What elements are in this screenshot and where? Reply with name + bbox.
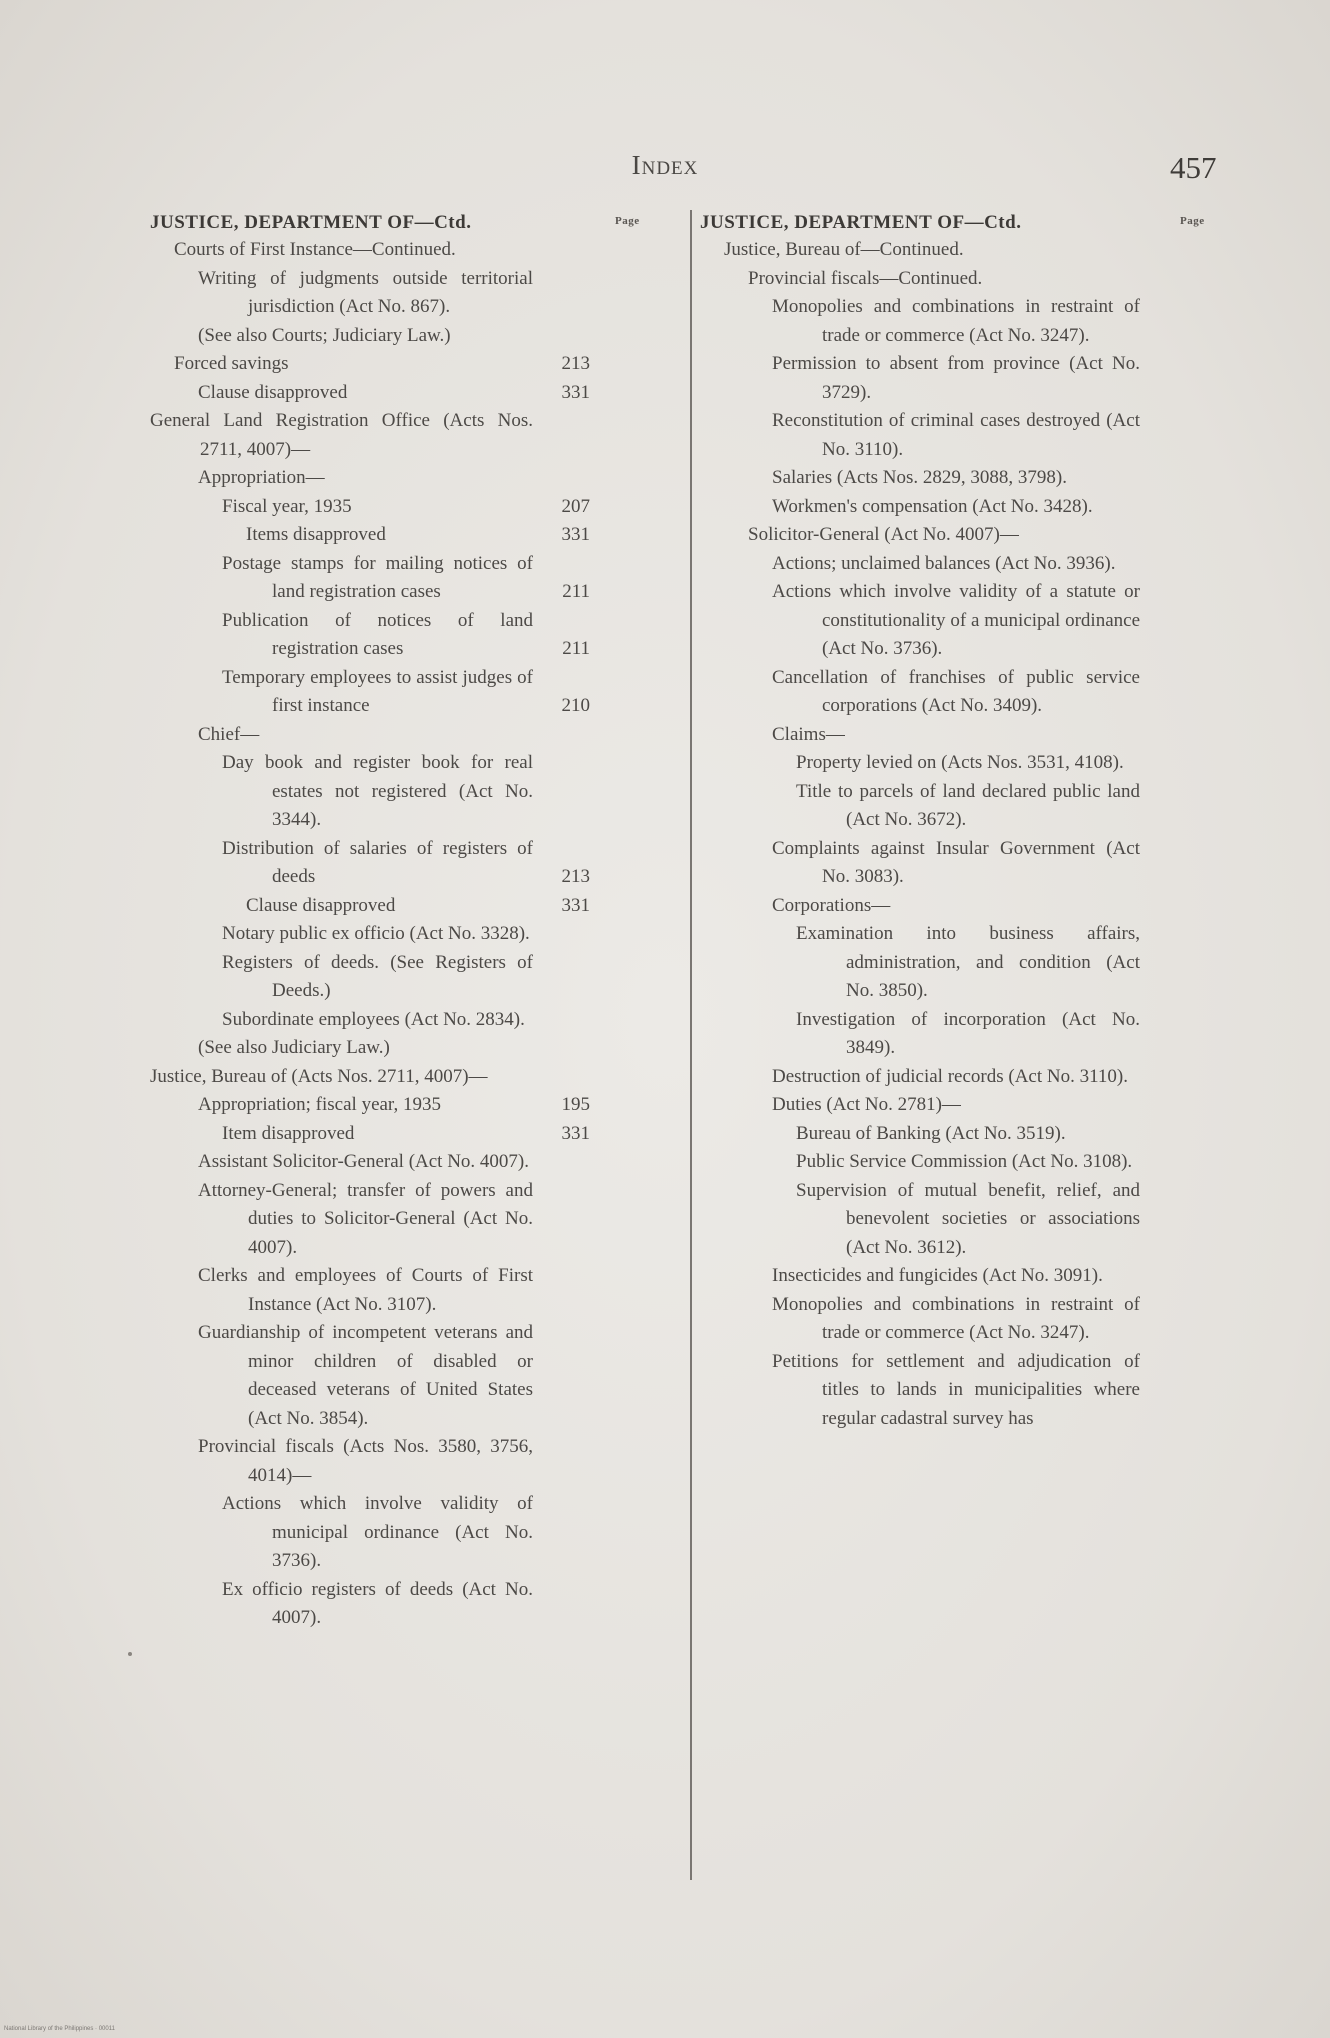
index-entry-text: Duties (Act No. 2781)— xyxy=(772,1094,961,1115)
left-entries-list xyxy=(150,236,590,1633)
index-entry-text: Salaries (Acts Nos. 2829, 3088, 3798). xyxy=(772,467,1067,488)
index-entry-text: Justice, Bureau of—Continued. xyxy=(724,239,964,260)
index-entry-page: 195 xyxy=(561,1094,590,1115)
index-entry-text: Public Service Commission (Act No. 3108). xyxy=(796,1151,1133,1172)
index-entry xyxy=(150,550,590,607)
index-entry-text: Justice, Bureau of (Acts Nos. 2711, 4007)— xyxy=(150,1065,488,1087)
index-entry xyxy=(700,521,1140,550)
index-entry-text: Guardianship of incompetent veterans and minor children of disabled or deceased veterans of United States (Act No. 3854). xyxy=(198,1322,533,1429)
index-entry-text: Distribution of salaries of registers of deeds xyxy=(222,837,533,887)
index-entry xyxy=(150,236,590,265)
index-entry xyxy=(150,607,590,664)
index-entry xyxy=(150,1034,590,1063)
index-entry-text: Writing of judgments outside territorial jurisdiction (Act No. 867). xyxy=(198,267,533,317)
column-divider xyxy=(690,210,692,1880)
index-entry xyxy=(700,236,1140,265)
index-entry xyxy=(700,550,1140,579)
index-entry xyxy=(700,1291,1140,1348)
index-entry-page: 213 xyxy=(561,866,590,887)
index-entry-page: 211 xyxy=(562,638,590,659)
index-entry-text: Monopolies and combinations in restraint of trade or commerce (Act No. 3247). xyxy=(772,1293,1140,1343)
index-entry-text: Provincial fiscals—Continued. xyxy=(748,267,983,289)
index-entry xyxy=(700,892,1140,921)
index-entry-text: Ex officio registers of deeds (Act No. 4007). xyxy=(222,1578,533,1628)
index-entry xyxy=(700,1148,1140,1177)
index-entry-text: Provincial fiscals (Acts Nos. 3580, 3756, 4014)— xyxy=(198,1436,533,1486)
index-entry-page: 331 xyxy=(561,524,590,545)
index-entry xyxy=(700,835,1140,892)
index-entry-text: Solicitor-General (Act No. 4007)— xyxy=(748,524,1019,545)
index-entry-page: 210 xyxy=(561,695,590,716)
index-entry-text: Chief— xyxy=(198,723,260,745)
index-entry xyxy=(150,1576,590,1633)
index-entry-text: Claims— xyxy=(772,723,845,745)
scan-speck xyxy=(128,1652,132,1656)
index-entry xyxy=(150,379,590,408)
index-entry xyxy=(150,1006,590,1035)
index-entry-page: 331 xyxy=(561,381,590,403)
index-entry-text: Forced savings xyxy=(174,353,289,374)
right-page-label: Page xyxy=(1180,215,1205,227)
index-entry xyxy=(150,1091,590,1120)
left-column xyxy=(150,210,640,1633)
index-entry-page: 213 xyxy=(561,353,590,374)
left-page-label: Page xyxy=(615,215,640,227)
index-entry-text: Complaints against Insular Government (Act No. 3083). xyxy=(772,837,1140,887)
index-entry xyxy=(700,664,1140,721)
index-entry-page: 331 xyxy=(561,894,590,916)
index-entry-text: Attorney-General; transfer of powers and duties to Solicitor-General (Act No. 4007). xyxy=(198,1179,533,1258)
index-entry xyxy=(150,749,590,835)
index-entry-text: Fiscal year, 1935 xyxy=(222,495,352,517)
index-entry xyxy=(700,1262,1140,1291)
index-entry xyxy=(150,664,590,721)
index-entry xyxy=(150,1433,590,1490)
index-entry xyxy=(150,721,590,750)
index-entry-text: Property levied on (Acts Nos. 3531, 4108). xyxy=(796,752,1124,773)
index-entry-text: Reconstitution of criminal cases destroyed (Act No. 3110). xyxy=(772,410,1140,460)
page-number: 457 xyxy=(1170,150,1217,185)
index-entry-text: Permission to absent from province (Act No. 3729). xyxy=(772,353,1140,403)
left-column-heading: JUSTICE, DEPARTMENT OF—Ctd. Page xyxy=(150,210,590,236)
index-entry-text: Supervision of mutual benefit, relief, and benevolent societies or associations (Act No. 3612). xyxy=(796,1179,1140,1258)
index-entry xyxy=(150,322,590,351)
index-entry xyxy=(700,778,1140,835)
index-entry-text: Monopolies and combinations in restraint of trade or commerce (Act No. 3247). xyxy=(772,296,1140,346)
index-entry xyxy=(700,493,1140,522)
index-entry xyxy=(150,1120,590,1149)
index-entry-page: 331 xyxy=(561,1122,590,1144)
index-entry-text: Items disapproved xyxy=(246,524,386,545)
index-entry-text: Appropriation; fiscal year, 1935 xyxy=(198,1094,442,1115)
index-entry-text: (See also Courts; Judiciary Law.) xyxy=(198,324,451,346)
index-entry-text: General Land Registration Office (Acts Nos. 2711, 4007)— xyxy=(150,410,533,460)
index-entry xyxy=(150,949,590,1006)
index-entry xyxy=(150,521,590,550)
index-entry xyxy=(700,1120,1140,1149)
index-entry-text: Actions; unclaimed balances (Act No. 3936). xyxy=(772,552,1116,574)
index-entry xyxy=(700,407,1140,464)
index-entry-text: Temporary employees to assist judges of first instance xyxy=(222,666,533,716)
index-entry xyxy=(700,749,1140,778)
index-entry xyxy=(700,1177,1140,1263)
index-entry-page: 211 xyxy=(562,581,590,602)
right-entries-list xyxy=(700,236,1140,1433)
index-entry-page: 207 xyxy=(561,495,590,517)
index-entry-text: Destruction of judicial records (Act No. 3110). xyxy=(772,1065,1128,1087)
index-entry xyxy=(150,350,590,379)
index-entry-text: Registers of deeds. (See Registers of Deeds.) xyxy=(222,951,533,1001)
index-entry xyxy=(700,1006,1140,1063)
index-entry xyxy=(150,1319,590,1433)
scan-footer-tag: National Library of the Philippines · 00011 xyxy=(4,2026,115,2032)
index-entry xyxy=(700,721,1140,750)
index-entry xyxy=(700,293,1140,350)
index-entry-text: Examination into business affairs, administration, and condition (Act No. 3850). xyxy=(796,923,1140,1001)
index-entry-text: Insecticides and fungicides (Act No. 3091). xyxy=(772,1265,1103,1286)
index-entry xyxy=(150,493,590,522)
index-entry-text: Petitions for settlement and adjudication of titles to lands in municipalities where regular cadastral survey has xyxy=(772,1350,1140,1429)
index-entry-text: (See also Judiciary Law.) xyxy=(198,1037,390,1058)
index-entry-text: Assistant Solicitor-General (Act No. 4007). xyxy=(198,1151,529,1172)
index-entry xyxy=(150,892,590,921)
index-entry-text: Courts of First Instance—Continued. xyxy=(174,239,456,260)
right-column xyxy=(700,210,1205,1433)
index-entry-text: Title to parcels of land declared public land (Act No. 3672). xyxy=(796,780,1140,830)
index-entry xyxy=(150,407,590,464)
index-entry xyxy=(700,1348,1140,1434)
index-entry-text: Clerks and employees of Courts of First Instance (Act No. 3107). xyxy=(198,1265,533,1315)
index-entry-text: Bureau of Banking (Act No. 3519). xyxy=(796,1122,1066,1144)
index-entry-text: Workmen's compensation (Act No. 3428). xyxy=(772,495,1093,517)
index-entry xyxy=(700,578,1140,664)
index-entry-text: Day book and register book for real estates not registered (Act No. 3344). xyxy=(222,752,533,830)
index-entry xyxy=(150,920,590,949)
index-entry xyxy=(150,1177,590,1263)
index-entry-text: Subordinate employees (Act No. 2834). xyxy=(222,1008,525,1030)
index-entry-text: Item disapproved xyxy=(222,1122,355,1144)
index-entry-text: Actions which involve validity of municipal ordinance (Act No. 3736). xyxy=(222,1493,533,1571)
index-entry xyxy=(150,1063,590,1092)
index-entry-text: Appropriation— xyxy=(198,467,325,488)
index-entry xyxy=(700,1063,1140,1092)
index-entry-text: Investigation of incorporation (Act No. 3849). xyxy=(796,1008,1140,1058)
index-entry xyxy=(700,464,1140,493)
index-entry-text: Cancellation of franchises of public service corporations (Act No. 3409). xyxy=(772,666,1140,716)
index-entry-text: Corporations— xyxy=(772,894,891,916)
index-entry xyxy=(700,265,1140,294)
index-entry xyxy=(150,464,590,493)
index-entry xyxy=(150,835,590,892)
index-entry xyxy=(700,350,1140,407)
index-entry-text: Actions which involve validity of a statute or constitutionality of a municipal ordinance (Act No. 3736). xyxy=(772,581,1140,659)
index-entry xyxy=(150,265,590,322)
page-title: Index xyxy=(631,150,699,180)
right-column-heading: JUSTICE, DEPARTMENT OF—Ctd. Page xyxy=(700,210,1140,236)
index-entry-text: Postage stamps for mailing notices of land registration cases xyxy=(222,552,533,602)
index-entry-text: Clause disapproved xyxy=(198,381,348,403)
index-entry xyxy=(150,1148,590,1177)
index-entry xyxy=(150,1490,590,1576)
index-entry xyxy=(150,1262,590,1319)
index-entry xyxy=(700,920,1140,1006)
index-entry xyxy=(700,1091,1140,1120)
index-entry-text: Notary public ex officio (Act No. 3328). xyxy=(222,923,530,944)
index-entry-text: Clause disapproved xyxy=(246,894,396,916)
index-entry-text: Publication of notices of land registration cases xyxy=(222,609,533,659)
